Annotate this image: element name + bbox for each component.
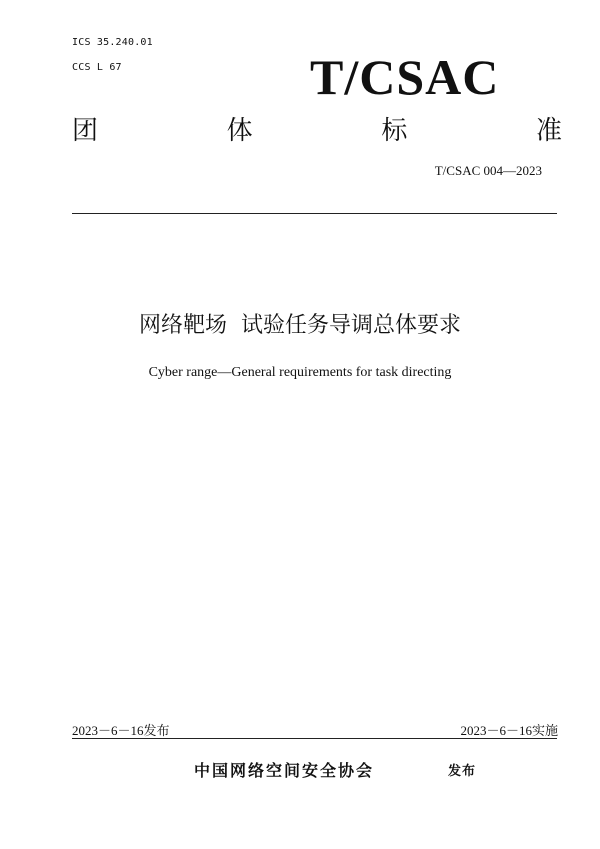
- title-chinese: 网络靶场 试验任务导调总体要求: [139, 313, 461, 338]
- standard-type-char: 准: [535, 116, 562, 146]
- standard-logo: T/CSAC: [310, 49, 500, 105]
- issue-date: 2023－6－16发布: [72, 723, 170, 738]
- standard-type-char: 标: [381, 116, 408, 146]
- standard-type-char: 团: [72, 116, 99, 146]
- implementation-date: 2023－6－16实施: [460, 723, 558, 738]
- publisher-name: 中国网络空间安全协会: [194, 761, 375, 780]
- standard-type-char: 体: [226, 116, 253, 146]
- standard-type: [72, 113, 562, 149]
- ics-code: ICS 35.240.01: [72, 37, 153, 48]
- title-english: Cyber range—General requirements for task directing: [148, 365, 452, 380]
- ccs-code: CCS L 67: [72, 62, 122, 73]
- standard-number: T/CSAC 004—2023: [434, 163, 542, 178]
- publish-label: 发布: [448, 764, 477, 779]
- header-divider: [72, 213, 557, 214]
- footer-divider: [72, 738, 557, 739]
